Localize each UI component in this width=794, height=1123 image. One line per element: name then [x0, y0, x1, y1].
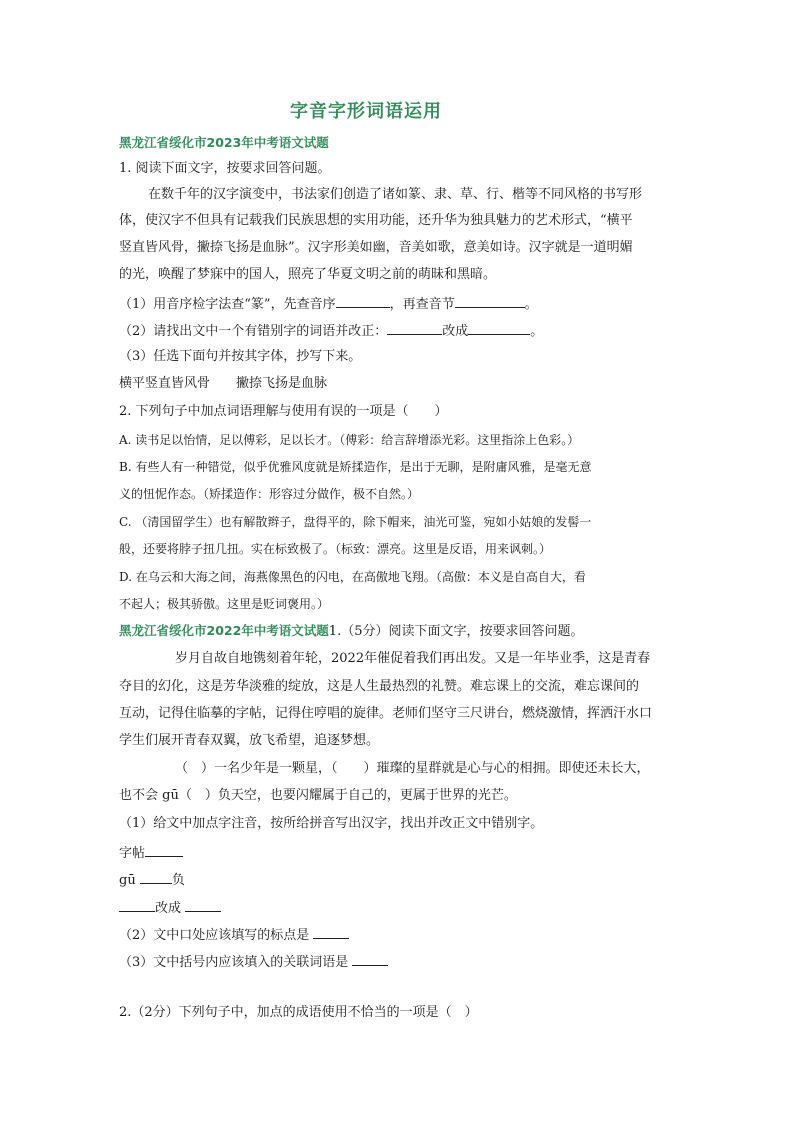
answer-blank[interactable]: [387, 321, 442, 335]
passage-line: 竖直皆风骨，撇捺飞扬是血脉”。汉字形美如幽，音美如歌，意美如诗。汉字就是一道明媚: [119, 240, 633, 255]
sub-question-text: （1）用音序检字法查“篆”，先查音序: [119, 297, 336, 312]
answer-label: gū: [119, 873, 136, 888]
option-c: C. （清国留学生）也有解散辫子，盘得平的，除下帽来，油光可鉴，宛如小姑娘的发髻一: [119, 515, 592, 529]
zitie-answer: [119, 843, 183, 863]
sub-question-text: 。: [524, 297, 538, 312]
option-a: A. 读书足以怡情，足以傅彩，足以长才。（傅彩：给言辞增添光彩。这里指涂上色彩。）: [119, 433, 580, 447]
answer-blank[interactable]: [145, 843, 183, 857]
option-b-cont: 义的忸怩作态。（矫揉造作：形容过分做作，极不自然。）: [119, 487, 420, 501]
page-title: 字音字形词语运用: [290, 101, 442, 122]
passage-line: 岁月自故自地镌刻着年轮，2022年催促着我们再出发。又是一年毕业季，这是青春: [175, 651, 651, 666]
sub-question-3: [119, 952, 388, 972]
section-source-2022: 黑龙江省绥化市2022年中考语文试题: [119, 623, 329, 638]
sub-question-text: （3）文中括号内应该填入的关联词语是: [119, 955, 349, 970]
question-2-heading: 2.（2分）下列句子中，加点的成语使用不恰当的一项是（ ）: [119, 1005, 478, 1020]
question-1-heading: 1. 阅读下面文字，按要求回答问题。: [119, 161, 331, 176]
answer-blank[interactable]: [313, 925, 349, 939]
sub-question-1: （1）给文中加点字注音，按所给拼音写出汉字，找出并改正文中错别字。: [119, 816, 544, 831]
sub-question-2: [119, 925, 349, 945]
passage-line: 夺目的幻化，这是芳华淡雅的绽放，这是人生最热烈的礼赞。难忘课上的交流，难忘课间的: [119, 679, 640, 694]
correction-answer: [119, 898, 221, 918]
sub-question-3: （3）任选下面句并按其字体，抄写下来。: [119, 349, 362, 364]
section-source-2023: 黑龙江省绥化市2023年中考语文试题: [119, 135, 329, 150]
answer-label: 负: [171, 873, 185, 888]
sub-question-text: （2）文中口处应该填写的标点是: [119, 928, 310, 943]
option-d-cont: 不起人；极其骄傲。这里是贬词褒用。）: [119, 597, 330, 611]
passage-line: 的光，唤醒了梦寐中的国人，照亮了华夏文明之前的萌昧和黑暗。: [119, 267, 497, 282]
answer-blank[interactable]: [140, 870, 172, 884]
passage-line: 互动，记得住临摹的字帖，记得住哼唱的旋律。老师们坚守三尺讲台，燃烧激情，挥洒汗水口: [119, 706, 653, 721]
passage-line: 也不会 gū（ ）负天空，也要闪耀属于自己的，更属于世界的光芒。: [119, 788, 517, 803]
passage-line: （ ）一名少年是一颗星，（ ）璀璨的星群就是心与心的相拥。即使还未长大，: [175, 761, 650, 776]
sub-question-text: 改成: [442, 324, 469, 339]
answer-blank[interactable]: [185, 898, 221, 912]
answer-label: 改成: [155, 901, 182, 916]
calligraphy-text: 横平竖直皆风骨 撇捺飞扬是血脉: [119, 376, 328, 391]
sub-question-1: [119, 294, 538, 314]
option-b: B. 有些人有一种错觉，似乎优雅风度就是矫揉造作，是出于无聊，是附庸风雅，是毫无意: [119, 460, 592, 474]
answer-blank[interactable]: [336, 294, 390, 308]
option-c-cont: 般，还要将脖子扭几扭。实在标致极了。（标致：漂亮。这里是反语，用来讽刺。）: [119, 542, 552, 556]
answer-blank[interactable]: [352, 952, 388, 966]
passage-line: 在数千年的汉字演变中，书法家们创造了诸如篆、隶、草、行、楷等不同风格的书写形: [148, 187, 643, 202]
passage-line: 学生们展开青春双翼，放飞希望，追逐梦想。: [119, 733, 380, 748]
answer-blank[interactable]: [455, 294, 525, 308]
sub-question-2: [119, 321, 543, 341]
answer-blank[interactable]: [468, 321, 530, 335]
passage-line: 体，使汉字不但具有记载我们民族思想的实用功能，还升华为独具魅力的艺术形式，“横平: [119, 213, 633, 228]
option-d: D. 在乌云和大海之间，海燕像黑色的闪电，在高傲地飞翔。（高傲：本义是自高自大，看: [119, 570, 586, 584]
sub-question-text: ，再查音节: [389, 297, 455, 312]
answer-label: 字帖: [119, 846, 146, 861]
gu-answer: [119, 870, 185, 890]
sub-question-text: 。: [530, 324, 544, 339]
sub-question-text: （2）请找出文中一个有错别字的词语并改正：: [119, 324, 388, 339]
question-1-heading: 1.（5分）阅读下面文字，按要求回答问题。: [328, 624, 584, 639]
answer-blank[interactable]: [119, 898, 155, 912]
section-2-header: [119, 622, 583, 641]
question-2-heading: 2. 下列句子中加点词语理解与使用有误的一项是（ ）: [119, 404, 448, 419]
